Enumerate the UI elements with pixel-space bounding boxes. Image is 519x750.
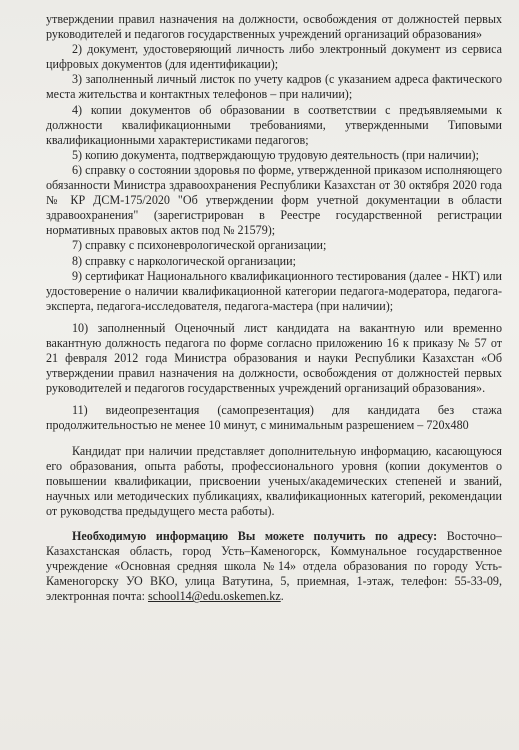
list-item-6: 6) справку о состоянии здоровья по форме, утвержденной приказом исполняющего обязанности Министра здравоохранения Республики Казахстан от 30 октября 2020 года № КР ДСМ-175/2020 "Об утверждении форм учетной документации в области здравоохранения" (зарегистрирован в Реестре государственной регистрации нормативных правовых актов под № 21579); [46,162,502,238]
list-item-7: 7) справку с психоневрологической организации; [72,238,327,253]
list-item-2: 2) документ, удостоверяющий личность либо электронный документ из сервиса цифровых документов (для идентификации); [46,42,502,72]
document-body [46,12,502,604]
list-item-11: 11) видеопрезентация (самопрезентация) для кандидата без стажа продолжительностью не менее 10 минут, с минимальным разрешением – 720x480 [46,403,502,433]
list-item-4: 4) копии документов об образовании в соответствии с предъявляемыми к должности квалификационными требованиями, утвержденными Типовыми квалификационными характеристиками педагогов; [46,102,502,147]
contact-address: Восточно–Казахстанская область, город Усть–Каменогорск, Коммунальное государственное учреждение «Основная средняя школа №14» отдела образования по городу Усть-Каменогорску УО ВКО, улица Ватутина, 5, приемная, 1-этаж, телефон: 55-33-09, электронная почта: [46,529,502,604]
end-dot: . [280,589,284,604]
email-link[interactable]: school14@edu.oskemen.kz [148,589,281,604]
list-item-8: 8) справку с наркологической организации; [72,253,296,268]
additional-info-paragraph: Кандидат при наличии представляет дополнительную информацию, касающуюся его образования, опыта работы, профессионального уровня (копии документов о повышении квалификации, присвоении ученых/академических степеней и званий, научных или методических публикациях, квалификационных категорий, рекомендации от руководства предыдущего места работы). [46,443,502,518]
intro-paragraph: утверждении правил назначения на должности, освобождения от должностей первых руководителей и педагогов государственных учреждений организаций образования» [46,12,502,42]
contact-paragraph [46,529,502,604]
contact-heading: Необходимую информацию Вы можете получить по адресу: [72,529,438,543]
list-item-3: 3) заполненный личный листок по учету кадров (с указанием адреса фактического места жительства и контактных телефонов – при наличии); [46,72,502,102]
list-item-10: 10) заполненный Оценочный лист кандидата на вакантную или временно вакантную должность педагога по форме согласно приложению 16 к приказу № 57 от 21 февраля 2012 года Министра образования и науки Республики Казахстан «Об утверждении правил назначения на должности, освобождения от должностей первых руководителей и педагогов государственных учреждений организаций образования». [46,320,502,396]
list-item-5: 5) копию документа, подтверждающую трудовую деятельность (при наличии); [72,147,479,162]
list-item-9: 9) сертификат Национального квалификационного тестирования (далее - НКТ) или удостоверение о наличии квалификационной категории педагога-модератора, педагога-эксперта, педагога-исследователя, педагога-мастера (при наличии); [46,268,502,313]
